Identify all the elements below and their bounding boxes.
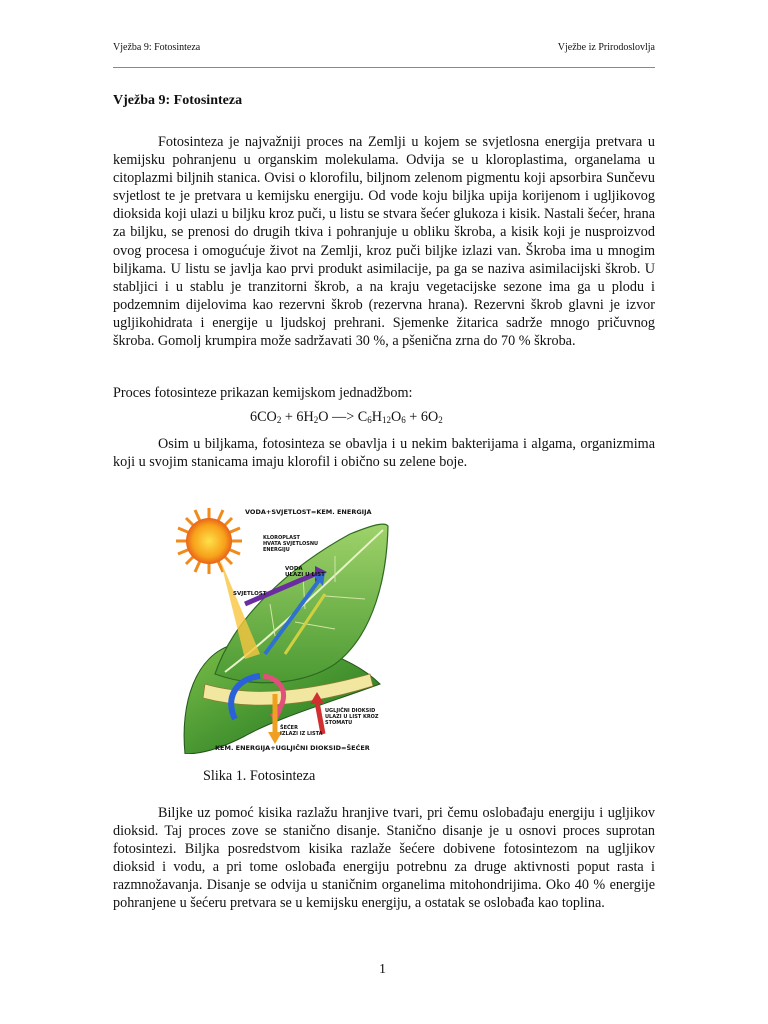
figure-label-top: VODA+SVJETLOST=KEM. ENERGIJA (245, 508, 372, 516)
paragraph-equation-intro: Proces fotosinteze prikazan kemijskom jednadžbom: (113, 385, 413, 401)
figure-label-kloroplast-3: ENERGIJU (263, 547, 290, 553)
page-title: Vježba 9: Fotosinteza (113, 93, 243, 108)
sun-icon (176, 508, 242, 574)
figure-caption: Slika 1. Fotosinteza (203, 768, 316, 784)
header-right: Vježbe iz Prirodoslovlja (557, 42, 655, 53)
figure-label-kloroplast-1: KLOROPLAST (263, 535, 300, 541)
paragraph-respiration: Biljke uz pomoć kisika razlažu hranjive tvari, pri čemu oslobađaju energiju i ugljikov dioksid. Taj proces zove se stanično disanje. Stanično disanje je u osnovi proces suprotan fotosintezi. Biljka posredstvom kisika razlaže šećere dobivene fotosintezom na ugljikov dioksid i vodu, a pri tome oslobađa energiju potrebnu za druge aktivnosti poput rasta i razmnožavanja. Disanje se odvija u staničnim organelima mitohondrijima. Oko 40 % energije pohranjene u šećeru pretvara se u kemijsku energiju, a ostatak se oslobađa kao toplina. (113, 805, 655, 912)
figure-label-kloroplast-2: HVATA SVJETLOSNU (263, 541, 319, 547)
figure-label-voda-1: VODA (285, 566, 303, 572)
page-header (113, 42, 655, 53)
paragraph-bacteria: Osim u biljkama, fotosinteza se obavlja i u nekim bakterijama i algama, organizmima koji u svojim stanicama imaju klorofil i obično su zelene boje. (113, 436, 655, 471)
figure-label-voda-2: ULAZI U LIST (285, 572, 325, 578)
photosynthesis-figure (175, 504, 390, 754)
header-left: Vježba 9: Fotosinteza (113, 42, 201, 53)
header-rule (113, 67, 655, 68)
figure-label-co2-2: ULAZI U LIST KROZ (325, 714, 379, 720)
figure-label-secer-2: IZLAZI IZ LISTA (280, 731, 323, 737)
figure-label-bottom: KEM. ENERGIJA+UGLJIČNI DIOKSID=ŠEĆER (215, 744, 370, 752)
page-number: 1 (379, 962, 386, 977)
chemical-equation: $6CO_2 + 6H_2O$ —> $C_6H_{12}O_6 + 6O_2$ (250, 409, 443, 425)
figure-label-svjetlost: SVJETLOST (233, 591, 267, 597)
figure-label-secer-1: ŠEĆER (280, 725, 298, 731)
figure-label-co2-1: UGLJIČNI DIOKSID (325, 708, 376, 714)
figure-label-co2-3: STOMATU (325, 720, 353, 726)
paragraph-intro: Fotosinteza je najvažniji proces na Zemlji u kojem se svjetlosna energija pretvara u kemijsku pohranjenu u organskim molekulama. Odvija se u kloroplastima, organelama u citoplazmi biljnih stanica. Ovisi o klorofilu, biljnom zelenom pigmentu koji apsorbira Sunčevu svjetlost te je pretvara u kemijsku energiju. Od vode koju biljka upija korijenom i ugljikovog dioksida koji ulazi u biljku kroz puči, u listu se stvara šećer glukoza i kisik. Nastali šećer, hrana za biljku, se prenosi do drugih tkiva i pohranjuje u obliku škroba, a kisik koji je nusproizvod ovog procesa i omogućuje život na Zemlji, kroz puči biljke izlazi van. Škroba ima u mnogim biljkama. U listu se javlja kao prvi produkt asimilacije, pa ga se naziva asimilacijski škrob. U stabljici i u stablu je tranzitorni škrob, a na kraju vegetacijske sezone ima ga u plodu i podzemnim dijelovima kao rezervni škrob (rezervna hrana). Rezervni škrob glavni je izvor ugljikohidrata i energije u ljudskoj prehrani. Sjemenke žitarica sadrže mnogo pričuvnog škroba. Gomolj krumpira može sadržavati 30 %, a pšenična zrna do 70 % škroba. (113, 134, 655, 350)
